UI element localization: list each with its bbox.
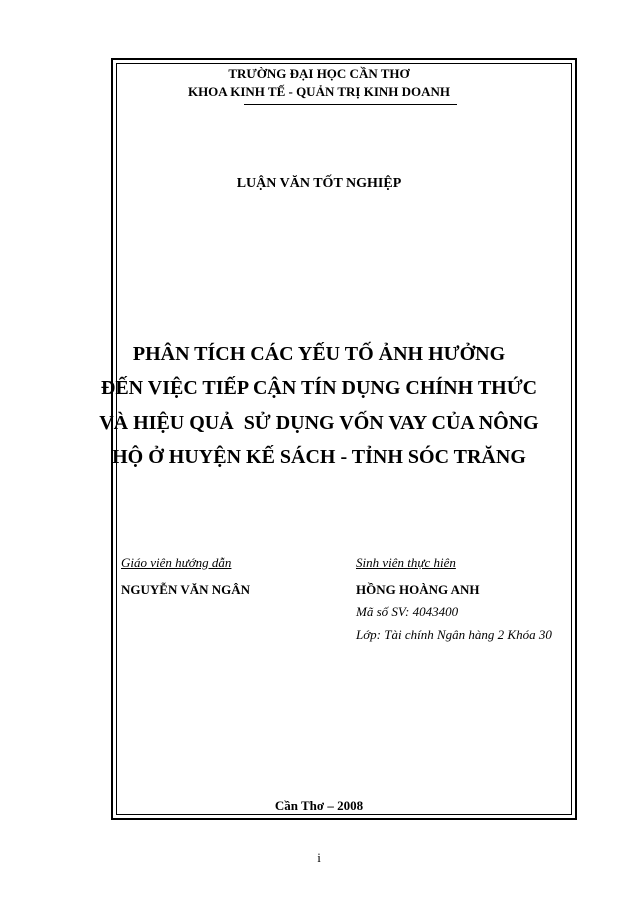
document-type: LUẬN VĂN TỐT NGHIỆP [236, 176, 402, 191]
title-line-1: PHÂN TÍCH CÁC YẾU TỐ ẢNH HƯỞNG [132, 343, 506, 365]
place-date: Cần Thơ – 2008 [274, 798, 364, 813]
student-label: Sinh viên thực hiên [356, 555, 456, 570]
header-rule [244, 104, 457, 105]
advisor-label: Giáo viên hướng dẫn [121, 555, 232, 570]
university-name: TRƯỜNG ĐẠI HỌC CẦN THƠ [228, 66, 410, 81]
title-line-3: VÀ HIỆU QUẢ SỬ DỤNG VỐN VAY CỦA NÔNG [99, 412, 539, 434]
title-line-2: ĐẾN VIỆC TIẾP CẬN TÍN DỤNG CHÍNH THỨC [100, 377, 538, 399]
student-id: Mã số SV: 4043400 [356, 604, 459, 619]
title-line-4: HỘ Ở HUYỆN KẾ SÁCH - TỈNH SÓC TRĂNG [112, 446, 526, 468]
faculty-name: KHOA KINH TẾ - QUẢN TRỊ KINH DOANH [187, 84, 451, 99]
student-class: Lớp: Tài chính Ngân hàng 2 Khóa 30 [356, 627, 552, 642]
advisor-name: NGUYỄN VĂN NGÂN [121, 582, 251, 597]
page-number: i [317, 850, 321, 865]
student-name: HỒNG HOÀNG ANH [356, 582, 480, 597]
